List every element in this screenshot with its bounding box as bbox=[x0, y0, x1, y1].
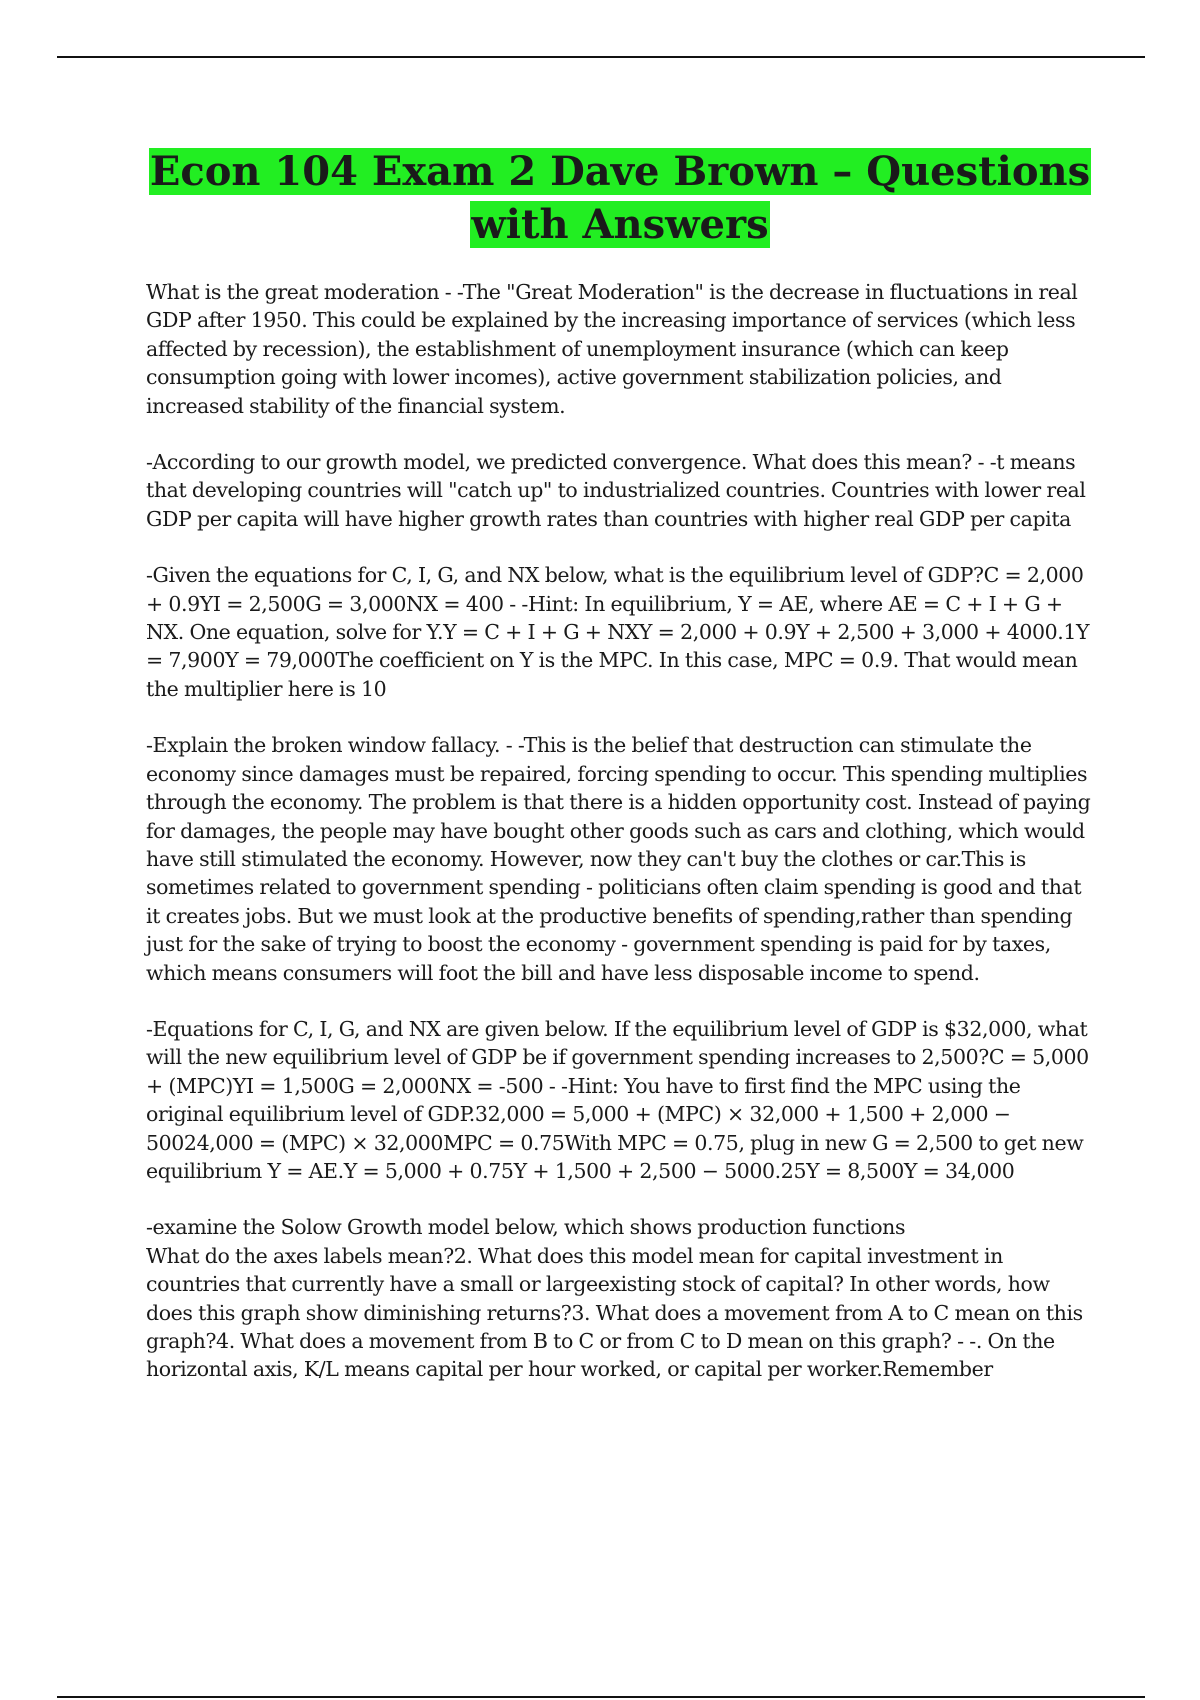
question-text: -Equations for C, I, G, and NX are given below. If the equilibrium level of GDP is $32,000, what will the new equilibrium level of GDP be if government spending increases to 2,500?C = 5,000 + (MPC)YI = 1,500G = 2,000NX = -500 bbox=[146, 1016, 1089, 1098]
separator: - - bbox=[439, 280, 463, 304]
qa-item bbox=[146, 278, 1096, 420]
answer-text: . On the horizontal axis, K/L means capital per hour worked, or capital per worker.Remember bbox=[146, 1329, 1055, 1382]
question-text: -Explain the broken window fallacy. bbox=[146, 733, 501, 758]
question-text: What is the great moderation bbox=[146, 280, 440, 304]
qa-item bbox=[146, 731, 1096, 987]
question-text: -According to our growth model, we predicted convergence. What does this mean? bbox=[146, 450, 972, 475]
separator: - - bbox=[951, 1329, 976, 1353]
answer-text: t means that developing countries will "catch up" to industrialized countries. Countries with lower real GDP per capita will have higher growth rates than countries with higher real GDP per capita bbox=[146, 450, 1086, 531]
document-title bbox=[145, 145, 1095, 251]
title-highlight: Econ 104 Exam 2 Dave Brown – Questions with Answers bbox=[149, 148, 1091, 248]
qa-item bbox=[146, 561, 1096, 703]
answer-text: Hint: You have to first find the MPC using the original equilibrium level of GDP.32,000 = 5,000 + (MPC) × 32,000 + 1,500 + 2,000 − 50024,000 = (MPC) × 32,000MPC = 0.75With MPC = 0.75, plug in new G = 2,500 to get new equilibrium Y = AE.Y = 5,000 + 0.75Y + 1,500 + 2,500 − 5000.25Y = 8,500Y = 34,000 bbox=[146, 1073, 1084, 1183]
separator: - - bbox=[500, 733, 524, 758]
separator: - - bbox=[503, 591, 528, 616]
answer-text: Hint: In equilibrium, Y = AE, where AE = C + I + G + NX. One equation, solve for Y.Y = C + I + G + NXY = 2,000 + 0.9Y + 2,500 + 3,000 + 4000.1Y = 7,900Y = 79,000The coefficient on Y is the MPC. In this case, MPC = 0.9. That would mean the multiplier here is 10 bbox=[146, 591, 1090, 701]
question-text-continued: What do the axes labels mean?2. What does this model mean for capital investment in countries that currently have a small or largeexisting stock of capital? In other words, how does this graph show diminishing returns?3. What does a movement from A to C mean on this graph?4. What does a movement from B to C or from C to D mean on this graph? bbox=[146, 1243, 1083, 1353]
separator: - - bbox=[543, 1073, 568, 1098]
bottom-rule bbox=[57, 1696, 1145, 1698]
qa-item bbox=[146, 1015, 1096, 1185]
answer-text: This is the belief that destruction can stimulate the economy since damages must be repaired, forcing spending to occur. This spending multiplies through the economy. The problem is that there is a hidden opportunity cost. Instead of paying for damages, the people may have bought other goods such as cars and clothing, which would have still stimulated the economy. However, now they can't buy the clothes or car.This is sometimes related to government spending - politicians often claim spending is good and that it creates jobs. But we must look at the productive benefits of spending,rather than spending just for the sake of trying to boost the economy - government spending is paid for by taxes, which means consumers will foot the bill and have less disposable income to spend. bbox=[146, 733, 1091, 985]
qa-item bbox=[146, 448, 1096, 533]
answer-text: The "Great Moderation" is the decrease in fluctuations in real GDP after 1950. This could be explained by the increasing importance of services (which less affected by recession), the establishment of unemployment insurance (which can keep consumption going with lower incomes), active government stabilization policies, and increased stability of the financial system. bbox=[146, 280, 1078, 418]
question-text: -examine the Solow Growth model below, which shows production functions bbox=[146, 1215, 906, 1240]
document-body bbox=[146, 278, 1096, 1412]
question-text: -Given the equations for C, I, G, and NX below, what is the equilibrium level of GDP?C = 2,000 + 0.9YI = 2,500G = 3,000NX = 400 bbox=[146, 563, 1084, 616]
top-rule bbox=[57, 56, 1145, 58]
qa-item bbox=[146, 1213, 1096, 1383]
separator: - - bbox=[971, 450, 997, 475]
